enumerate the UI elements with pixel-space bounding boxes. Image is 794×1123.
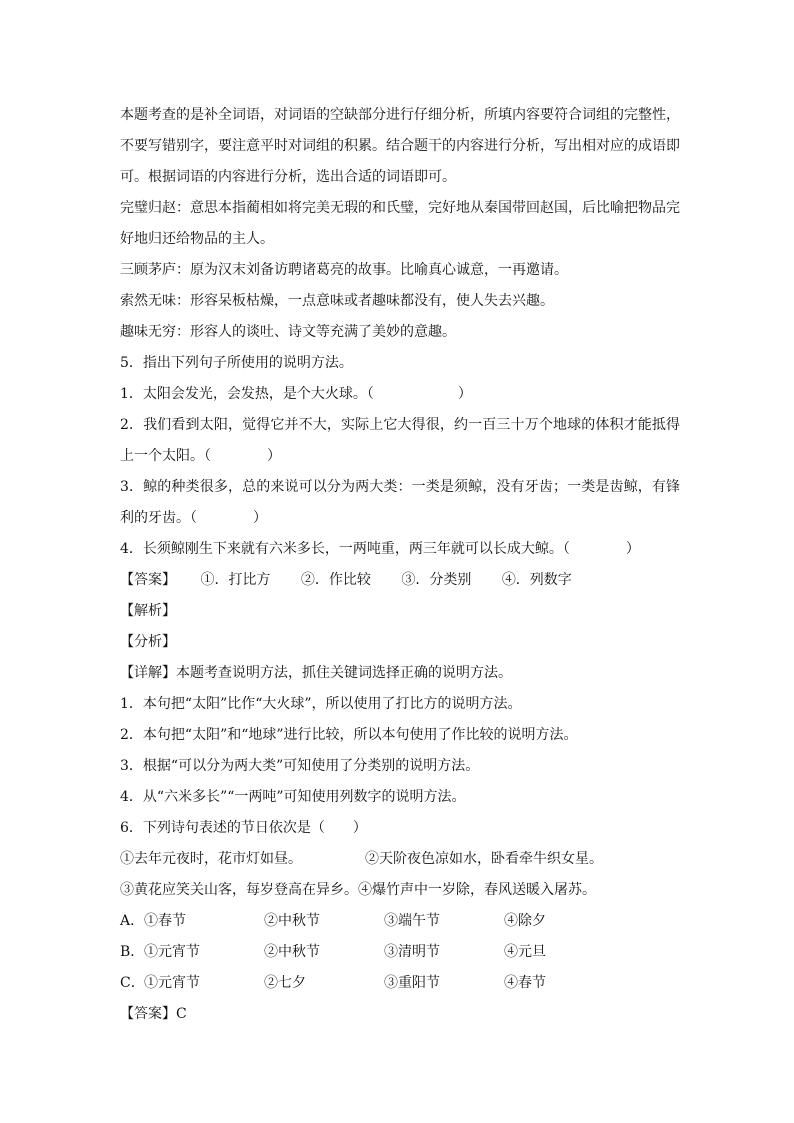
option-a (120, 906, 680, 937)
answer-item: ③．分类别 (401, 572, 472, 588)
answer-item: ①．打比方 (200, 572, 271, 588)
xiangjie-text: 【详解】本题考查说明方法，抓住关键词选择正确的说明方法。 (120, 665, 512, 681)
option-cell: ②中秋节 (264, 944, 320, 960)
answer-item: ②．作比较 (300, 572, 371, 588)
option-cell: ②七夕 (264, 975, 306, 991)
question-5-item-4: 4．长须鲸刚生下来就有六米多长，一两吨重，两三年就可以长成大鲸。（ ） (120, 541, 640, 557)
option-cell: ③重阳节 (384, 975, 440, 991)
jiexi-heading: 【解析】 (120, 603, 176, 619)
question-5-item-2: 2．我们看到太阳，觉得它并不大，实际上它大得很，约一百三十万个地球的体积才能抵得上一个太阳。（ ） (120, 417, 680, 464)
question-5-item-1: 1．太阳会发光，会发热，是个大火球。（ ） (120, 386, 472, 402)
option-cell: ④春节 (504, 975, 546, 991)
option-c (120, 968, 680, 999)
poem-line: ③黄花应笑关山客，每岁登高在异乡。 (120, 882, 358, 898)
question-5-item-3: 3．鲸的种类很多，总的来说可以分为两大类：一类是须鲸，没有牙齿；一类是齿鲸，有锋利的牙齿。（ ） (120, 479, 680, 526)
definition-suoranwuwei: 索然无味：形容呆板枯燥，一点意味或者趣味都没有，使人失去兴趣。 (120, 293, 554, 309)
question-6-answer: 【答案】C (120, 1006, 187, 1022)
fenxi-heading: 【分析】 (120, 634, 176, 650)
answer-label: 【答案】 (120, 572, 176, 588)
question-5-answer (120, 565, 680, 596)
option-cell: ③端午节 (384, 913, 440, 929)
poem-row-2 (120, 875, 680, 906)
option-cell: ②中秋节 (264, 913, 320, 929)
question-5-title: 5．指出下列句子所使用的说明方法。 (120, 355, 353, 371)
option-cell: ④元旦 (504, 944, 546, 960)
option-letter: A． (120, 913, 145, 929)
intro-paragraph: 本题考查的是补全词语，对词语的空缺部分进行仔细分析，所填内容要符合词组的完整性，不要写错别字，要注意平时对词组的积累。结合题干的内容进行分析，写出相对应的成语即可。根据词语的内容进行分析，选出合适的词语即可。 (120, 107, 680, 185)
poem-row-1 (120, 844, 680, 875)
explain-line-4: 4．从“六米多长”“一两吨”可知使用列数字的说明方法。 (120, 789, 466, 805)
option-b (120, 937, 680, 968)
option-cell: ①春节 (144, 913, 186, 929)
option-cell: ①元宵节 (144, 944, 200, 960)
poem-line: ①去年元夜时，花市灯如昼。 (120, 851, 302, 867)
option-letter: C． (120, 975, 145, 991)
option-cell: ①元宵节 (144, 975, 200, 991)
poem-line: ②天阶夜色凉如水，卧看牵牛织女星。 (365, 851, 603, 867)
explain-line-3: 3．根据“可以分为两大类”可知使用了分类别的说明方法。 (120, 758, 480, 774)
poem-line: ④爆竹声中一岁除，春风送暖入屠苏。 (358, 882, 596, 898)
option-cell: ④除夕 (504, 913, 546, 929)
explain-line-1: 1．本句把“太阳”比作“大火球”，所以使用了打比方的说明方法。 (120, 696, 522, 712)
definition-quweiwuqiong: 趣味无穷：形容人的谈吐、诗文等充满了美妙的意趣。 (120, 324, 456, 340)
document-body (120, 100, 680, 1030)
definition-wanbiguizhao: 完璧归赵：意思本指蔺相如将完美无瑕的和氏璧，完好地从秦国带回赵国，后比喻把物品完好地归还给物品的主人。 (120, 200, 680, 247)
question-6-title: 6．下列诗句表述的节日依次是（ ） (120, 820, 367, 836)
option-letter: B． (120, 944, 145, 960)
answer-item: ④．列数字 (501, 572, 572, 588)
definition-sanGumaolu: 三顾茅庐：原为汉末刘备访聘诸葛亮的故事。比喻真心诚意，一再邀请。 (120, 262, 568, 278)
explain-line-2: 2．本句把“太阳”和“地球”进行比较，所以本句使用了作比较的说明方法。 (120, 727, 578, 743)
option-cell: ③清明节 (384, 944, 440, 960)
